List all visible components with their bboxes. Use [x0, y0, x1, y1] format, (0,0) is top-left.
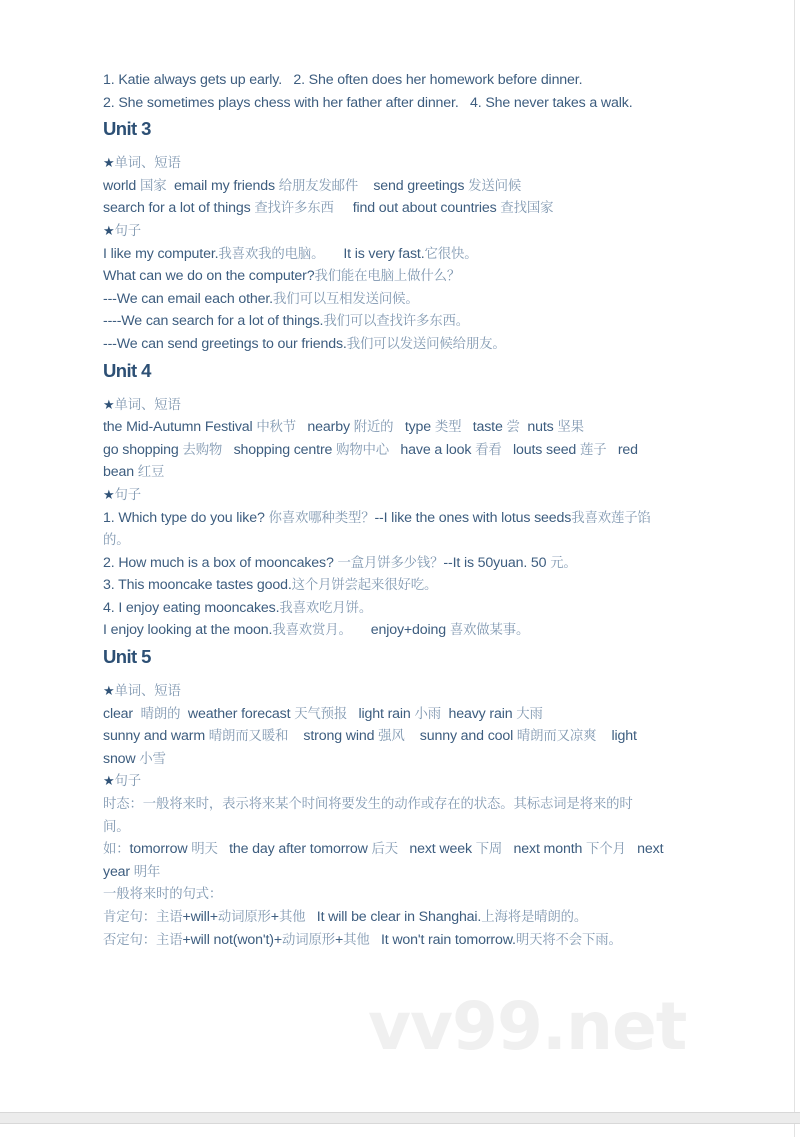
chinese-text: 你喜欢哪种类型？ — [268, 510, 375, 526]
english-text: I like my computer. — [103, 245, 219, 262]
english-text: It is very fast. — [324, 245, 425, 262]
unit-heading: Unit 5 — [103, 646, 151, 668]
english-text: the Mid-Autumn Festival — [103, 419, 257, 436]
chinese-text: 单词、短语 — [114, 397, 181, 413]
chinese-text: 国家 — [139, 178, 167, 194]
text-line — [103, 619, 703, 642]
text-line — [103, 92, 703, 115]
english-text: red — [606, 441, 638, 458]
chinese-text: 晴朗的 — [140, 706, 181, 722]
chinese-text: 单词、短语 — [114, 156, 181, 172]
text-line — [103, 310, 703, 333]
text-line — [103, 220, 703, 243]
intro-section — [103, 69, 703, 114]
english-text: go shopping — [103, 441, 183, 458]
chinese-text: 小雪 — [139, 751, 166, 767]
text-line — [103, 69, 703, 92]
star-icon: ★ — [103, 683, 115, 699]
chinese-text: 晴朗而又凉爽 — [516, 729, 597, 745]
english-text: the day after tomorrow — [217, 841, 372, 858]
chinese-text: 其他 — [343, 932, 370, 948]
text-line — [103, 680, 703, 703]
text-line — [103, 597, 703, 620]
next-page-top — [0, 1124, 795, 1137]
text-line — [103, 529, 703, 552]
english-text: have a look — [389, 441, 476, 458]
chinese-text: 下周 — [475, 842, 503, 858]
text-line — [103, 883, 703, 906]
text-line — [103, 906, 703, 929]
chinese-text: 坚果 — [557, 420, 584, 436]
english-text: tomorrow — [129, 841, 192, 858]
english-text: nearby — [296, 419, 354, 436]
text-line — [103, 838, 703, 861]
page-separator — [0, 1112, 800, 1124]
unit-section — [103, 644, 703, 951]
english-text: next — [625, 841, 664, 858]
text-line — [103, 243, 703, 266]
english-text: snow — [103, 750, 140, 767]
english-text: What can we do on the computer? — [103, 268, 315, 285]
english-text: 1. Katie always gets up early. 2. She often does her homework before dinner. — [103, 72, 583, 88]
chinese-text: 尝 — [506, 420, 520, 436]
chinese-text: 单词、短语 — [114, 684, 181, 700]
english-text: clear — [103, 705, 141, 722]
text-line — [103, 416, 703, 439]
chinese-text: 明年 — [133, 864, 161, 880]
english-text: 1. Which type do you like? — [103, 509, 269, 526]
chinese-text: 间。 — [103, 819, 130, 835]
english-text: heavy rain — [440, 705, 517, 722]
unit-section — [103, 116, 703, 355]
chinese-text: 查找国家 — [500, 201, 554, 217]
text-line — [103, 861, 703, 884]
chinese-text: 其他 — [278, 910, 306, 925]
text-line — [103, 288, 703, 311]
chinese-text: 去购物 — [182, 442, 223, 458]
chinese-text: 这个月饼尝起来很好吃。 — [291, 578, 438, 594]
english-text: --It is 50yuan. 50 — [443, 554, 551, 571]
english-text: It will be clear in Shanghai. — [305, 909, 482, 925]
chinese-text: 后天 — [371, 842, 398, 858]
chinese-text: 如： — [103, 842, 130, 858]
english-text: louts seed — [501, 441, 580, 458]
english-text: shopping centre — [222, 441, 337, 458]
chinese-text: 中秋节 — [256, 420, 297, 436]
chinese-text: 一盒月饼多少钱？ — [337, 555, 444, 571]
watermark-text: vv99.net — [368, 988, 687, 1065]
chinese-text: 时态：一般将来时，表示将来某个时间将要发生的动作或存在的状态。其标志词是将来的时 — [103, 797, 633, 813]
english-text: light — [596, 728, 637, 745]
english-text: ---We can email each other. — [103, 290, 273, 307]
english-text: find out about countries — [333, 200, 501, 217]
english-text: next month — [502, 841, 587, 858]
chinese-text: 小雨 — [414, 706, 441, 722]
chinese-text: 莲子 — [579, 442, 607, 458]
chinese-text: 看看 — [475, 442, 502, 458]
chinese-text: 动词原形 — [217, 910, 271, 925]
unit-section — [103, 358, 703, 643]
english-text: 4. I enjoy eating mooncakes. — [103, 599, 280, 616]
chinese-text: 否定句：主语 — [103, 932, 183, 948]
text-line — [103, 703, 703, 726]
chinese-text: 大雨 — [516, 706, 543, 722]
english-text: next week — [397, 841, 476, 858]
star-icon: ★ — [103, 396, 115, 412]
english-text: 3. This mooncake tastes good. — [103, 577, 292, 594]
chinese-text: 明天 — [191, 842, 218, 858]
chinese-text: 强风 — [378, 729, 405, 745]
english-text: weather forecast — [180, 705, 295, 722]
english-text: + — [270, 909, 279, 925]
chinese-text: 句子 — [114, 774, 141, 790]
chinese-text: 动词原形 — [281, 932, 335, 948]
text-line — [103, 152, 703, 175]
chinese-text: 给朋友发邮件 — [278, 178, 359, 194]
chinese-text: 明天将不会下雨。 — [515, 932, 622, 948]
english-text: +will not(won't)+ — [182, 931, 282, 948]
english-text: enjoy+doing — [351, 622, 450, 639]
text-line — [103, 793, 703, 816]
english-text: 2. How much is a box of mooncakes? — [103, 554, 338, 571]
chinese-text: 附近的 — [353, 420, 394, 436]
english-text: ---We can send greetings to our friends. — [103, 335, 347, 352]
text-line — [103, 265, 703, 288]
text-line — [103, 197, 703, 220]
chinese-text: 喜欢做某事。 — [449, 623, 530, 639]
text-line — [103, 507, 703, 530]
chinese-text: 它很快。 — [424, 246, 478, 262]
text-line — [103, 333, 703, 356]
chinese-text: 我们能在电脑上做什么？ — [314, 269, 461, 285]
chinese-text: 一般将来时的句式： — [103, 887, 223, 903]
chinese-text: 句子 — [114, 223, 141, 239]
english-text: email my friends — [166, 177, 279, 194]
unit-heading: Unit 3 — [103, 118, 151, 140]
unit-heading: Unit 4 — [103, 359, 151, 381]
english-text: search for a lot of things — [103, 200, 255, 217]
text-line — [103, 816, 703, 839]
text-line — [103, 552, 703, 575]
english-text: nuts — [519, 419, 558, 436]
chinese-text: 我们可以发送问候给朋友。 — [346, 336, 506, 352]
units-container — [103, 116, 703, 951]
chinese-text: 的。 — [103, 533, 130, 549]
english-text: --I like the ones with lotus seeds — [374, 509, 572, 526]
english-text: It won't rain tomorrow. — [369, 931, 516, 948]
text-line — [103, 439, 703, 462]
text-line — [103, 748, 703, 771]
english-text: sunny and warm — [103, 728, 209, 745]
text-line — [103, 394, 703, 417]
text-line — [103, 725, 703, 748]
chinese-text: 我喜欢吃月饼。 — [279, 600, 373, 616]
chinese-text: 我喜欢莲子馅 — [571, 510, 651, 526]
chinese-text: 购物中心 — [336, 442, 390, 458]
chinese-text: 发送问候 — [468, 178, 522, 194]
chinese-text: 肯定句：主语 — [103, 910, 183, 925]
english-text: 2. She sometimes plays chess with her father after dinner. 4. She never takes a walk. — [103, 94, 633, 111]
chinese-text: 上海将是晴朗的。 — [481, 910, 588, 925]
text-line — [103, 461, 703, 484]
text-line — [103, 484, 703, 507]
star-icon: ★ — [103, 222, 115, 238]
chinese-text: 我喜欢我的电脑。 — [218, 246, 325, 262]
english-text: send greetings — [358, 177, 469, 194]
text-line — [103, 175, 703, 198]
chinese-text: 我们可以查找许多东西。 — [323, 314, 469, 330]
english-text: year — [103, 863, 134, 880]
star-icon: ★ — [103, 486, 115, 502]
chinese-text: 句子 — [114, 487, 141, 503]
english-text: ----We can search for a lot of things. — [103, 313, 324, 330]
english-text: sunny and cool — [404, 728, 517, 745]
english-text: light rain — [347, 705, 415, 722]
chinese-text: 红豆 — [137, 465, 165, 481]
chinese-text: 晴朗而又暖和 — [208, 729, 289, 745]
english-text: bean — [103, 464, 138, 481]
chinese-text: 我们可以互相发送问候。 — [272, 291, 419, 307]
english-text: world — [103, 177, 140, 194]
document-content — [103, 69, 703, 951]
chinese-text: 我喜欢赏月。 — [272, 623, 352, 639]
english-text: type — [393, 419, 435, 436]
chinese-text: 元。 — [550, 555, 577, 571]
english-text: taste — [461, 419, 507, 436]
star-icon: ★ — [103, 155, 115, 171]
text-line — [103, 929, 703, 952]
english-text: strong wind — [288, 728, 379, 745]
english-text: + — [334, 931, 344, 948]
text-line — [103, 770, 703, 793]
chinese-text: 查找许多东西 — [254, 201, 334, 217]
text-line — [103, 574, 703, 597]
chinese-text: 天气预报 — [294, 706, 348, 722]
english-text: I enjoy looking at the moon. — [103, 622, 273, 639]
english-text: +will+ — [182, 909, 218, 925]
chinese-text: 类型 — [434, 420, 462, 436]
star-icon: ★ — [103, 773, 115, 789]
chinese-text: 下个月 — [586, 842, 626, 858]
